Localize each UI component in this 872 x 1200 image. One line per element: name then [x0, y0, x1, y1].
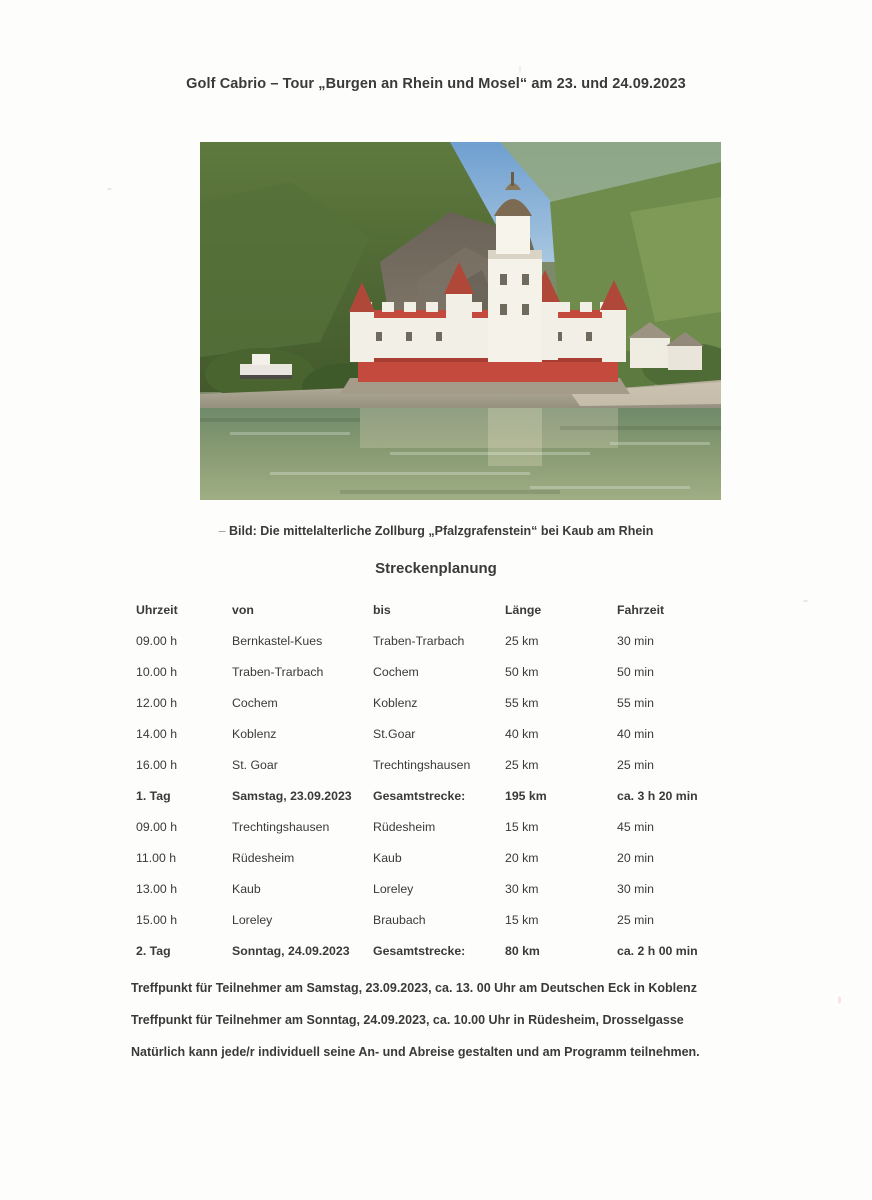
cell-duration: 50 min: [617, 664, 654, 679]
cell-from: St. Goar: [232, 757, 278, 772]
cell-to: Koblenz: [373, 695, 418, 710]
photo-caption: [0, 524, 872, 538]
table-header-row: [136, 594, 756, 625]
table-row-summary-day2: [136, 935, 756, 966]
scan-speckle: [107, 188, 112, 190]
cell-to: Rüdesheim: [373, 819, 436, 834]
cell-length: 30 km: [505, 881, 539, 896]
section-title: Streckenplanung: [375, 560, 497, 577]
cell-duration: 25 min: [617, 757, 654, 772]
cell-to: Cochem: [373, 664, 419, 679]
cell-to: Braubach: [373, 912, 426, 927]
cell-length: 25 km: [505, 757, 539, 772]
photo-pfalzgrafenstein: [200, 142, 721, 500]
cell-time: 11.00 h: [136, 850, 177, 865]
cell-length: 20 km: [505, 850, 539, 865]
cell-duration: ca. 3 h 20 min: [617, 788, 698, 803]
table-row: [136, 904, 756, 935]
caption-lead-dash: –: [218, 524, 226, 538]
column-header-fahrzeit: Fahrzeit: [617, 602, 665, 617]
cell-to: Kaub: [373, 850, 402, 865]
cell-length: 40 km: [505, 726, 539, 741]
cell-length: 50 km: [505, 664, 539, 679]
cell-time: 15.00 h: [136, 912, 178, 927]
cell-to: Gesamtstrecke:: [373, 788, 466, 803]
column-header-laenge: Länge: [505, 602, 542, 617]
cell-duration: 55 min: [617, 695, 654, 710]
page-title: Golf Cabrio – Tour „Burgen an Rhein und Mosel“ am 23. und 24.09.2023: [186, 76, 686, 92]
cell-duration: 40 min: [617, 726, 654, 741]
cell-length: 15 km: [505, 819, 539, 834]
column-header-bis: bis: [373, 602, 391, 617]
caption-text: Bild: Die mittelalterliche Zollburg „Pfalzgrafenstein“ bei Kaub am Rhein: [229, 524, 654, 538]
cell-length: 55 km: [505, 695, 539, 710]
cell-length: 25 km: [505, 633, 539, 648]
scan-speckle: [803, 600, 808, 602]
table-row: [136, 873, 756, 904]
cell-time: 09.00 h: [136, 633, 178, 648]
cell-from: Bernkastel-Kues: [232, 633, 323, 648]
cell-length: 80 km: [505, 943, 540, 958]
scan-speckle: [838, 996, 841, 1004]
cell-from: Rüdesheim: [232, 850, 295, 865]
column-header-von: von: [232, 602, 254, 617]
cell-length: 15 km: [505, 912, 539, 927]
cell-time: 2. Tag: [136, 943, 171, 958]
note-individual-travel: Natürlich kann jede/r individuell seine An- und Abreise gestalten und am Programm teilnehmen.: [131, 1044, 700, 1059]
table-row: [136, 718, 756, 749]
schedule-table: [136, 594, 756, 966]
cell-duration: 30 min: [617, 881, 654, 896]
cell-time: 12.00 h: [136, 695, 178, 710]
cell-duration: 45 min: [617, 819, 654, 834]
cell-to: Trechtingshausen: [373, 757, 471, 772]
cell-duration: 20 min: [617, 850, 654, 865]
table-row: [136, 749, 756, 780]
scan-speckle: [519, 66, 521, 73]
cell-time: 09.00 h: [136, 819, 178, 834]
cell-to: Gesamtstrecke:: [373, 943, 466, 958]
cell-duration: ca. 2 h 00 min: [617, 943, 698, 958]
cell-to: St.Goar: [373, 726, 416, 741]
cell-duration: 25 min: [617, 912, 654, 927]
cell-from: Kaub: [232, 881, 261, 896]
note-meeting-saturday: Treffpunkt für Teilnehmer am Samstag, 23.09.2023, ca. 13. 00 Uhr am Deutschen Eck in Koblenz: [131, 981, 697, 995]
table-row-summary-day1: [136, 780, 756, 811]
cell-from: Cochem: [232, 695, 278, 710]
cell-time: 13.00 h: [136, 881, 178, 896]
cell-length: 195 km: [505, 788, 547, 803]
cell-duration: 30 min: [617, 633, 654, 648]
cell-from: Koblenz: [232, 726, 277, 741]
table-row: [136, 811, 756, 842]
cell-from: Samstag, 23.09.2023: [232, 788, 352, 803]
column-header-uhrzeit: Uhrzeit: [136, 602, 178, 617]
table-row: [136, 625, 756, 656]
cell-from: Traben-Trarbach: [232, 664, 324, 679]
cell-time: 16.00 h: [136, 757, 178, 772]
note-meeting-sunday: Treffpunkt für Teilnehmer am Sonntag, 24.09.2023, ca. 10.00 Uhr in Rüdesheim, Drosselgasse: [131, 1012, 684, 1027]
cell-from: Sonntag, 24.09.2023: [232, 943, 350, 958]
cell-time: 10.00 h: [136, 664, 178, 679]
notes-section: [131, 982, 771, 1077]
table-row: [136, 656, 756, 687]
table-row: [136, 687, 756, 718]
cell-time: 1. Tag: [136, 788, 171, 803]
cell-time: 14.00 h: [136, 726, 178, 741]
cell-from: Loreley: [232, 912, 273, 927]
cell-to: Loreley: [373, 881, 414, 896]
cell-from: Trechtingshausen: [232, 819, 330, 834]
cell-to: Traben-Trarbach: [373, 633, 465, 648]
table-row: [136, 842, 756, 873]
